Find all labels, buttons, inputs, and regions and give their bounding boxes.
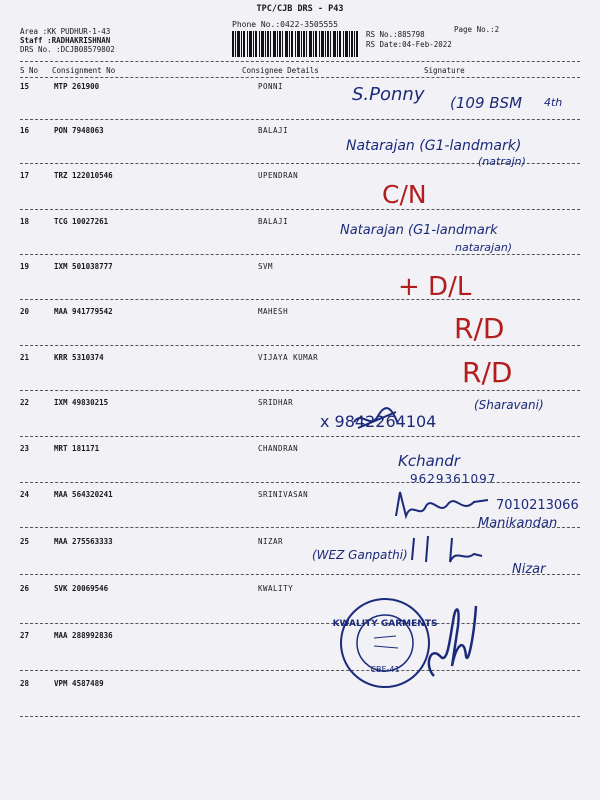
row-divider — [20, 345, 580, 346]
handwritten-name: (Sharavani) — [474, 398, 544, 412]
handwritten-note: (109 BSM — [450, 94, 523, 112]
handwritten-note: 4th — [544, 96, 563, 109]
row-divider — [20, 209, 580, 210]
scribble-signature — [404, 534, 484, 566]
handwritten-mark: R/D — [462, 356, 513, 389]
stamp-text-top: KWALITY GARMENTS — [332, 619, 438, 629]
table-row — [0, 444, 600, 464]
row-sno: 25 — [20, 537, 30, 546]
handwritten-phone: x 9842264104 — [320, 412, 437, 431]
document-title: TPC/CJB DRS - P43 — [256, 4, 344, 14]
row-sno: 21 — [20, 353, 30, 362]
table-row — [0, 307, 600, 327]
row-sno: 18 — [20, 217, 30, 226]
row-consignee: VIJAYA KUMAR — [258, 353, 319, 362]
row-divider — [20, 670, 580, 671]
row-sno: 16 — [20, 126, 30, 135]
row-sno: 17 — [20, 171, 30, 180]
staff-label: Staff :RADHAKRISHNAN — [20, 36, 111, 45]
rs-number: RS No.:885798 — [366, 30, 425, 39]
row-consignment: MTP 261900 — [54, 82, 100, 91]
row-consignee: BALAJI — [258, 126, 289, 135]
row-consignee: CHANDRAN — [258, 444, 299, 453]
handwritten-signature: S.Ponny — [352, 84, 425, 105]
handwritten-phone: 9629361097 — [410, 472, 497, 486]
row-consignment: TRZ 122010546 — [54, 171, 113, 180]
drs-number: DRS No. :DCJB08579802 — [20, 45, 115, 54]
row-consignee: PONNI — [258, 82, 284, 91]
table-row — [0, 217, 600, 237]
row-divider — [20, 119, 580, 120]
row-sno: 20 — [20, 307, 30, 316]
barcode-image — [232, 31, 358, 57]
row-consignment: SVK 20069546 — [54, 584, 109, 593]
row-sno: 24 — [20, 490, 30, 499]
row-divider — [20, 436, 580, 437]
row-consignment: PON 7948063 — [54, 126, 104, 135]
row-divider — [20, 299, 580, 300]
row-consignee: SVM — [258, 262, 274, 271]
row-consignee: BALAJI — [258, 217, 289, 226]
table-row — [0, 631, 600, 651]
handwritten-note: natarajan) — [455, 241, 513, 254]
row-consignee: SRINIVASAN — [258, 490, 309, 499]
handwritten-signature: Natarajan (G1-landmark) — [346, 138, 522, 154]
row-consignment: KRR 5310374 — [54, 353, 104, 362]
column-header-consignee: Consignee Details — [242, 66, 319, 75]
column-header-consignment: Consignment No — [52, 66, 116, 75]
table-row — [0, 262, 600, 282]
stamp-text-bottom: CBE-41 — [370, 665, 400, 674]
phone-number: Phone No.:0422-3505555 — [232, 20, 338, 29]
row-divider — [20, 574, 580, 575]
row-consignment: IXM 49830215 — [54, 398, 109, 407]
handwritten-note: (natrajn) — [478, 155, 526, 168]
table-row — [0, 679, 600, 699]
row-consignee: MAHESH — [258, 307, 289, 316]
header-divider-top — [20, 61, 580, 62]
row-consignment: MAA 288992836 — [54, 631, 113, 640]
row-consignee: UPENDRAN — [258, 171, 299, 180]
row-consignment: MRT 181171 — [54, 444, 100, 453]
company-stamp — [332, 596, 438, 690]
row-sno: 22 — [20, 398, 30, 407]
page-number: Page No.:2 — [454, 25, 500, 34]
handwritten-mark: R/D — [454, 312, 505, 345]
row-sno: 15 — [20, 82, 30, 91]
row-divider — [20, 623, 580, 624]
rs-date: RS Date:04-Feb-2022 — [366, 40, 452, 49]
column-header-sno: S No — [20, 66, 39, 75]
table-row — [0, 584, 600, 604]
table-row — [0, 537, 600, 557]
scribble-signature — [352, 404, 402, 434]
handwritten-name: Manikandan — [478, 516, 558, 531]
handwritten-name: Nizar — [512, 562, 546, 577]
row-consignee: NIZAR — [258, 537, 284, 546]
row-consignment: TCG 10027261 — [54, 217, 109, 226]
header-divider-bottom — [20, 77, 580, 78]
row-divider — [20, 254, 580, 255]
handwritten-signature: Kchandr — [398, 452, 460, 470]
column-header-signature: Signature — [424, 66, 465, 75]
kwality-signature — [420, 596, 480, 686]
row-consignment: MAA 275563333 — [54, 537, 113, 546]
row-consignment: VPM 4587489 — [54, 679, 104, 688]
row-consignee: KWALITY — [258, 584, 294, 593]
row-consignment: IXM 501038777 — [54, 262, 113, 271]
handwritten-note: (WEZ Ganpathi) — [312, 548, 408, 562]
row-sno: 26 — [20, 584, 30, 593]
row-sno: 19 — [20, 262, 30, 271]
row-divider — [20, 390, 580, 391]
handwritten-mark: + D/L — [398, 272, 472, 302]
row-consignment: MAA 564320241 — [54, 490, 113, 499]
row-sno: 27 — [20, 631, 30, 640]
row-consignment: MAA 941779542 — [54, 307, 113, 316]
row-sno: 23 — [20, 444, 30, 453]
row-consignee: SRIDHAR — [258, 398, 294, 407]
handwritten-signature: Natarajan (G1-landmark — [340, 223, 498, 238]
area-label: Area :KK PUDHUR-1-43 — [20, 27, 111, 36]
handwritten-phone: 7010213066 — [496, 498, 579, 513]
table-row — [0, 171, 600, 191]
scribble-signature — [390, 486, 490, 524]
handwritten-mark: C/N — [382, 180, 427, 209]
row-divider — [20, 716, 580, 717]
row-sno: 28 — [20, 679, 30, 688]
